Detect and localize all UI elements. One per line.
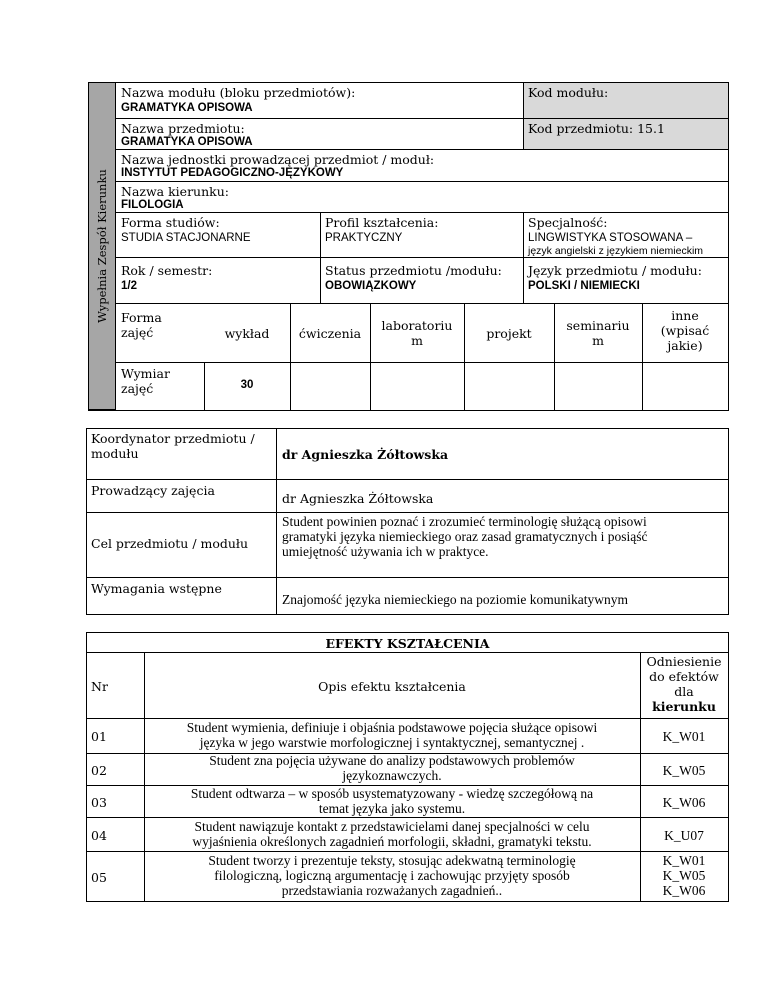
row-nr: 01 bbox=[91, 729, 107, 744]
requirements-value: Znajomość języka niemieckiego na poziomie komunikatywnym bbox=[282, 592, 629, 607]
row-reference: K_W01 bbox=[662, 729, 706, 744]
language-value: POLSKI / NIEMIECKI bbox=[528, 280, 640, 292]
unit-label: Nazwa jednostki prowadzącej przedmiot / moduł: bbox=[121, 152, 435, 167]
subject-name-value: GRAMATYKA OPISOWA bbox=[121, 136, 253, 148]
specialization-value-sub: język angielski z językiem niemieckim bbox=[528, 245, 704, 257]
row-nr: 04 bbox=[91, 828, 107, 843]
row-description: Student wymienia, definiuje i objaśnia podstawowe pojęcia służące opisowi języka w jego warstwie morfologicznej i syntaktycznej, semantycznej . bbox=[186, 720, 598, 750]
project-header: projekt bbox=[486, 326, 532, 341]
year-value: 1/2 bbox=[121, 280, 137, 292]
row-nr: 02 bbox=[91, 763, 107, 778]
form-label: Forma studiów: bbox=[121, 215, 220, 230]
specialization-label: Specjalność: bbox=[528, 215, 608, 230]
year-label: Rok / semestr: bbox=[121, 263, 213, 278]
specialization-value: LINGWISTYKA STOSOWANA – bbox=[528, 232, 693, 244]
col-desc-header: Opis efektu kształcenia bbox=[318, 679, 466, 694]
status-value: OBOWIĄZKOWY bbox=[325, 280, 417, 292]
status-label: Status przedmiotu /modułu: bbox=[325, 263, 502, 278]
coordinator-label: Koordynator przedmiotu / modułu bbox=[91, 431, 255, 461]
other-header: inne (wpisać jakie) bbox=[660, 308, 710, 353]
field-label: Nazwa kierunku: bbox=[121, 184, 229, 199]
profile-value: PRAKTYCZNY bbox=[325, 232, 403, 244]
goal-label: Cel przedmiotu / modułu bbox=[91, 536, 249, 551]
form-value: STUDIA STACJONARNE bbox=[121, 232, 251, 244]
row-description: Student tworzy i prezentuje teksty, stosując adekwatną terminologię filologiczną, logiczną argumentację i zachowując przyjęty sposób przedstawiania rozważanych zagadnień.. bbox=[208, 853, 576, 898]
module-code-label: Kod modułu: bbox=[528, 85, 609, 100]
coordinator-value: dr Agnieszka Żółtowska bbox=[282, 447, 449, 462]
profile-label: Profil kształcenia: bbox=[325, 215, 439, 230]
teacher-label: Prowadzący zajęcia bbox=[91, 483, 215, 498]
row-description: Student odtwarza – w sposób usystematyzowany - wiedzę szczegółową na temat języka jako systemu. bbox=[190, 786, 594, 816]
lecture-hours: 30 bbox=[240, 379, 254, 391]
row-reference: K_U07 bbox=[664, 828, 704, 843]
row-nr: 05 bbox=[91, 870, 107, 885]
seminar-header: seminariu m bbox=[566, 318, 630, 348]
subject-code-label: Kod przedmiotu: 15.1 bbox=[528, 121, 665, 136]
lecture-header: wykład bbox=[224, 326, 270, 341]
teacher-value: dr Agnieszka Żółtowska bbox=[282, 491, 434, 506]
row-description: Student zna pojęcia używane do analizy podstawowych problemów językoznawczych. bbox=[209, 753, 575, 783]
goal-value: Student powinien poznać i zrozumieć terminologię służącą opisowi gramatyki języka niemieckiego oraz zasad gramatycznych i posiąść umiejętność używania ich w praktyce. bbox=[282, 514, 648, 559]
col-ref-header: Odniesienie do efektów dla kierunku bbox=[646, 654, 722, 714]
hours-label: Wymiar zajęć bbox=[121, 366, 170, 396]
language-label: Język przedmiotu / modułu: bbox=[528, 263, 702, 278]
subject-name-label: Nazwa przedmiotu: bbox=[121, 121, 245, 136]
field-value: FILOLOGIA bbox=[121, 199, 184, 211]
unit-value: INSTYTUT PEDAGOGICZNO-JĘZYKOWY bbox=[121, 167, 344, 179]
side-label: Wypełnia Zespół Kierunku bbox=[95, 169, 109, 323]
row-reference: K_W06 bbox=[662, 795, 706, 810]
exercises-header: ćwiczenia bbox=[298, 326, 362, 341]
row-description: Student nawiązuje kontakt z przedstawicielami danej specjalności w celu wyjaśnienia określonych zagadnień morfologii, składni, gramatyki tekstu. bbox=[192, 819, 592, 849]
col-nr-header: Nr bbox=[91, 679, 108, 694]
outcomes-title: EFEKTY KSZTAŁCENIA bbox=[325, 636, 490, 651]
row-reference: K_W05 bbox=[662, 763, 706, 778]
module-name-value: GRAMATYKA OPISOWA bbox=[121, 102, 253, 114]
laboratory-header: laboratoriu m bbox=[381, 318, 453, 348]
requirements-label: Wymagania wstępne bbox=[91, 581, 222, 596]
module-name-label: Nazwa modułu (bloku przedmiotów): bbox=[121, 85, 356, 100]
row-reference: K_W01 K_W05 K_W06 bbox=[662, 853, 706, 898]
row-nr: 03 bbox=[91, 795, 107, 810]
class-form-label: Forma zajęć bbox=[121, 310, 162, 340]
